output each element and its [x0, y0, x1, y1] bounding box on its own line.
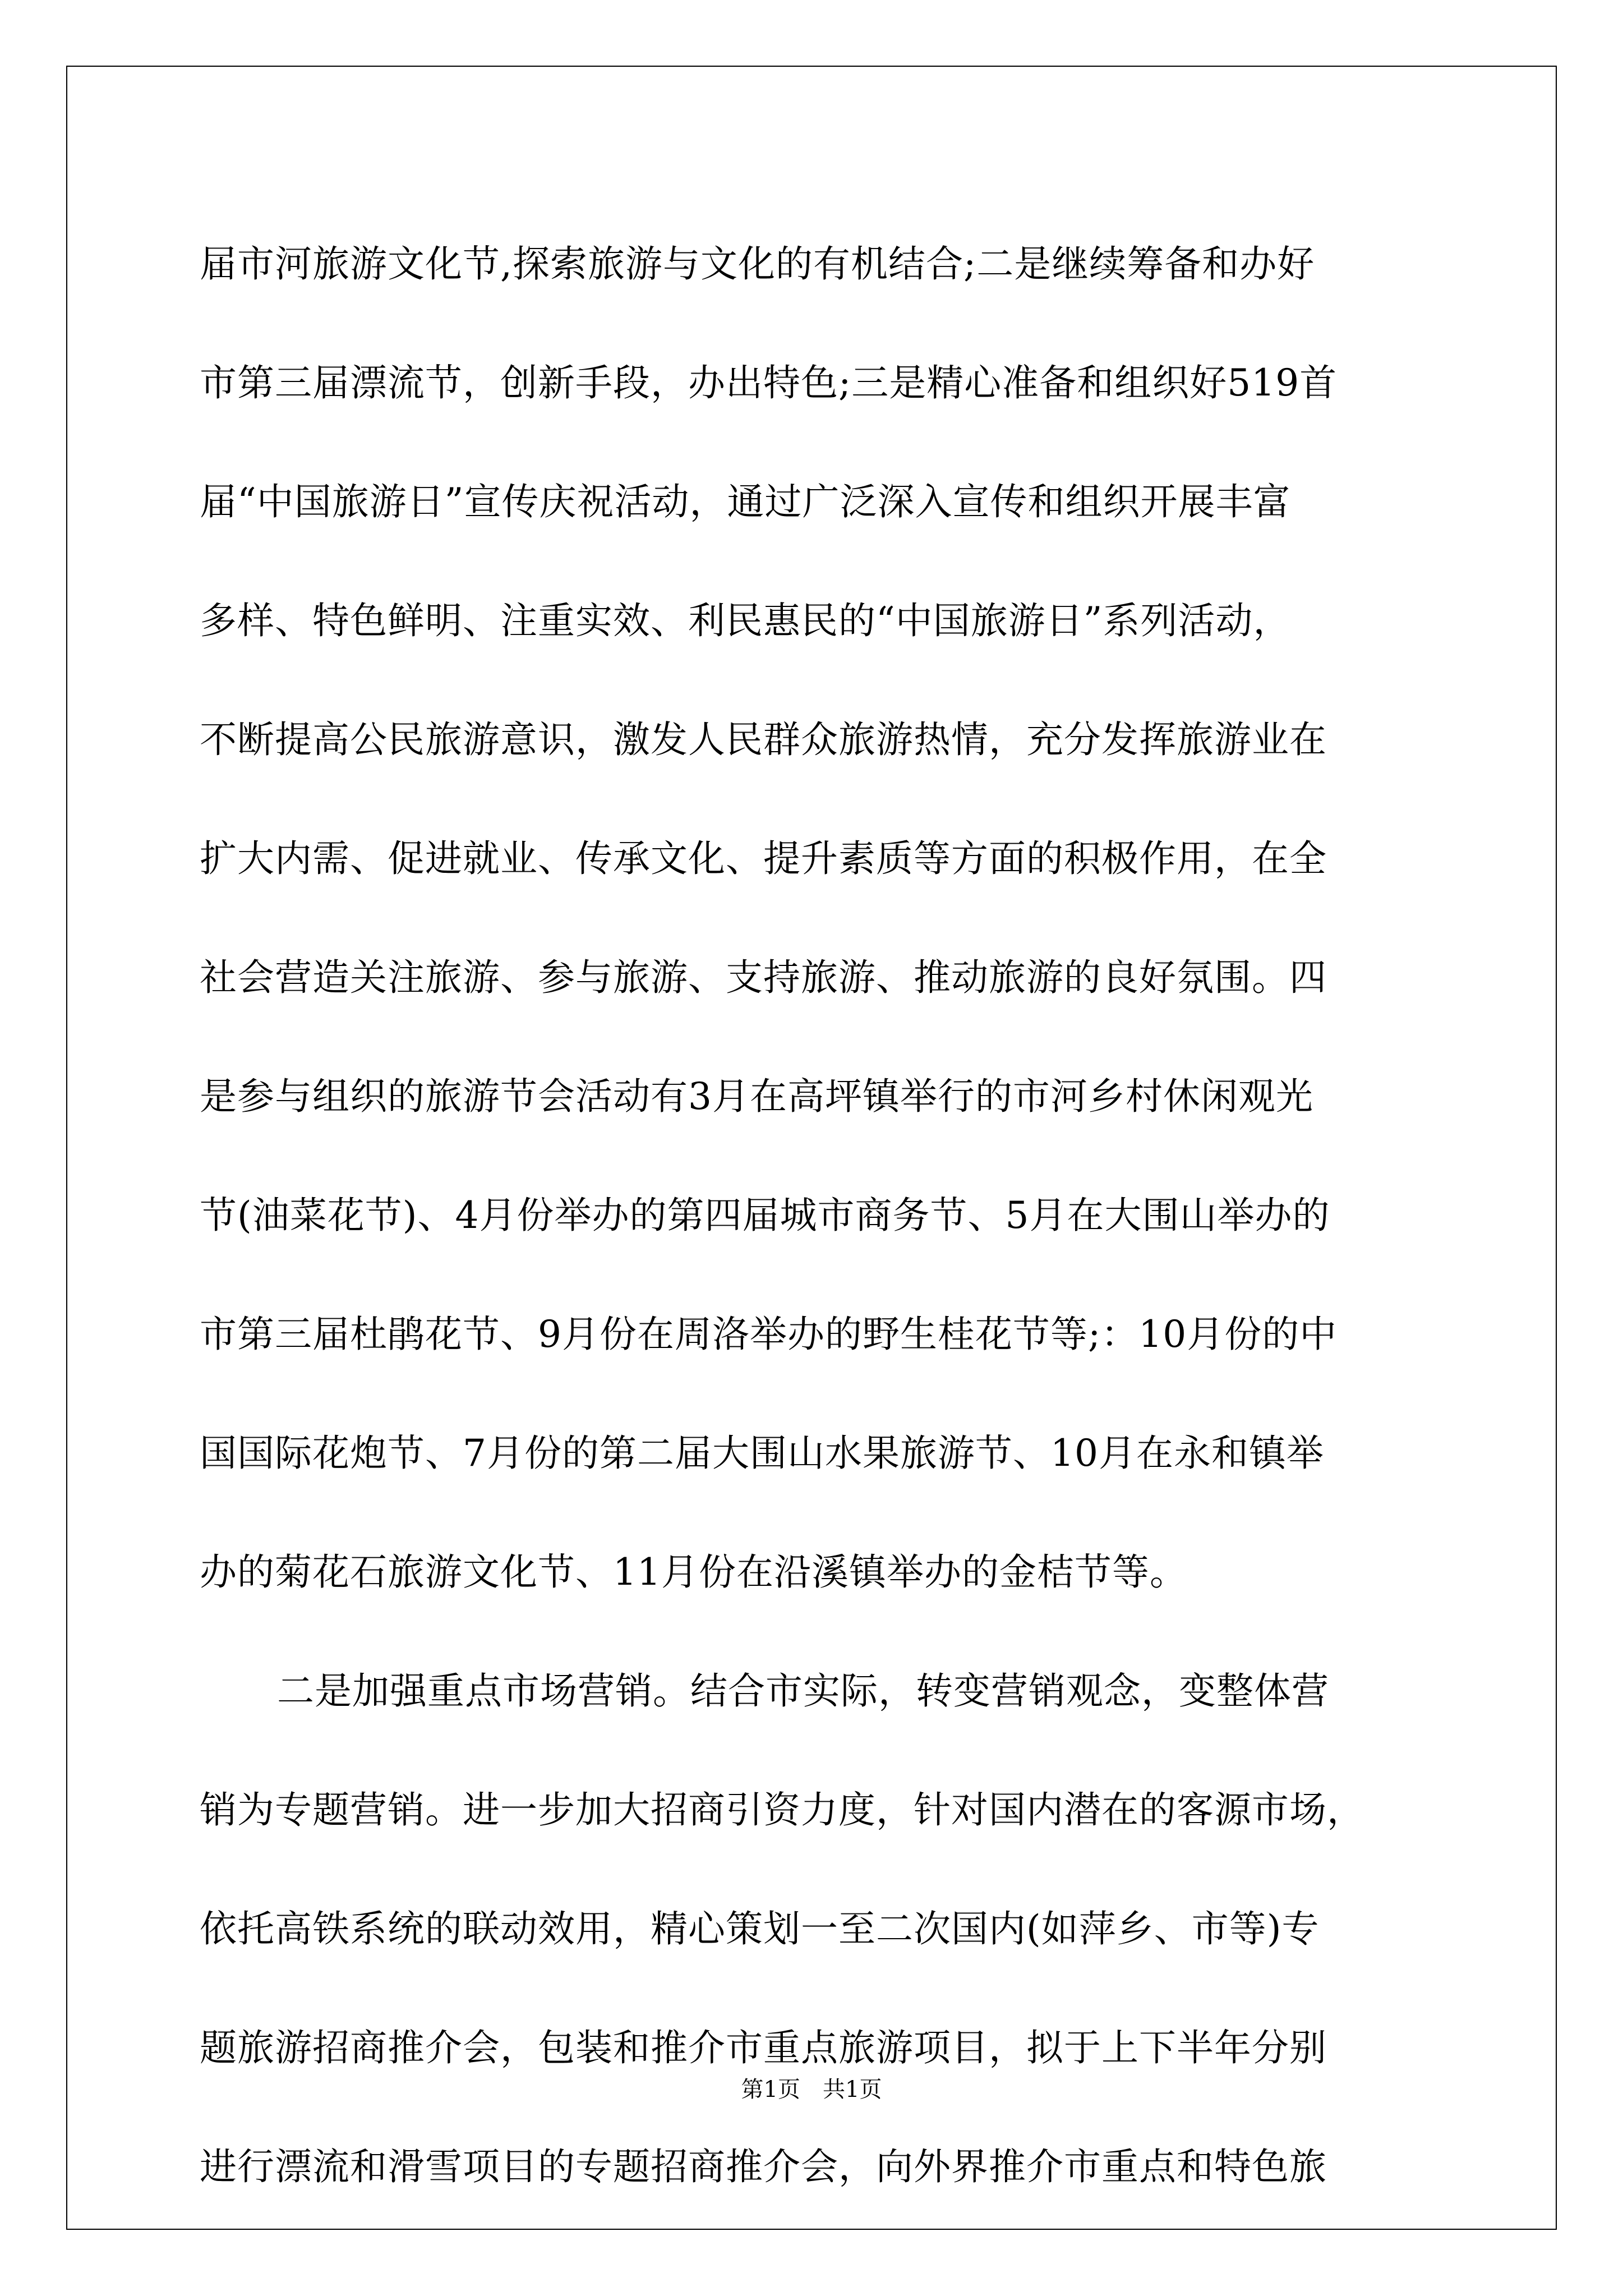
text-line: 市第三届杜鹃花节、9月份在周洛举办的野生桂花节等;：10月份的中 — [200, 1313, 1338, 1356]
page-number: 第1页 — [741, 2077, 800, 2102]
text-line: 节(油菜花节)、4月份举办的第四届城市商务节、5月在大围山举办的 — [200, 1194, 1330, 1237]
text-line: 题旅游招商推介会，包装和推介市重点旅游项目，拟于上下半年分别 — [200, 2026, 1327, 2069]
text-line: 不断提高公民旅游意识，激发人民群众旅游热情，充分发挥旅游业在 — [200, 718, 1327, 761]
document-body — [200, 205, 1426, 2226]
text-line: 二是加强重点市场营销。结合市实际，转变营销观念，变整体营 — [277, 1669, 1329, 1713]
text-line: 销为专题营销。进一步加大招商引资力度，针对国内潜在的客源市场， — [200, 1788, 1364, 1832]
text-line: 是参与组织的旅游节会活动有3月在高坪镇举行的市河乡村休闲观光 — [200, 1075, 1313, 1118]
text-line: 依托高铁系统的联动效用，精心策划一至二次国内(如萍乡、市等)专 — [200, 1907, 1320, 1950]
text-line: 进行漂流和滑雪项目的专题招商推介会，向外界推介市重点和特色旅 — [200, 2145, 1327, 2188]
text-line: 扩大内需、促进就业、传承文化、提升素质等方面的积极作用，在全 — [200, 837, 1327, 880]
text-line: 届市河旅游文化节,探索旅游与文化的有机结合;二是继续筹备和办好 — [200, 242, 1315, 286]
text-line: 多样、特色鲜明、注重实效、利民惠民的“中国旅游日”系列活动， — [200, 599, 1291, 642]
text-line: 国国际花炮节、7月份的第二届大围山水果旅游节、10月在永和镇举 — [200, 1432, 1324, 1475]
text-line: 社会营造关注旅游、参与旅游、支持旅游、推动旅游的良好氛围。四 — [200, 956, 1327, 999]
text-line: 办的菊花石旅游文化节、11月份在沿溪镇举办的金桔节等。 — [200, 1550, 1187, 1594]
page-footer — [0, 2076, 1623, 2104]
page-total: 共1页 — [823, 2077, 882, 2102]
text-line: 届“中国旅游日”宣传庆祝活动，通过广泛深入宣传和组织开展丰富 — [200, 480, 1291, 523]
text-line: 市第三届漂流节，创新手段，办出特色;三是精心准备和组织好519首 — [200, 361, 1338, 404]
